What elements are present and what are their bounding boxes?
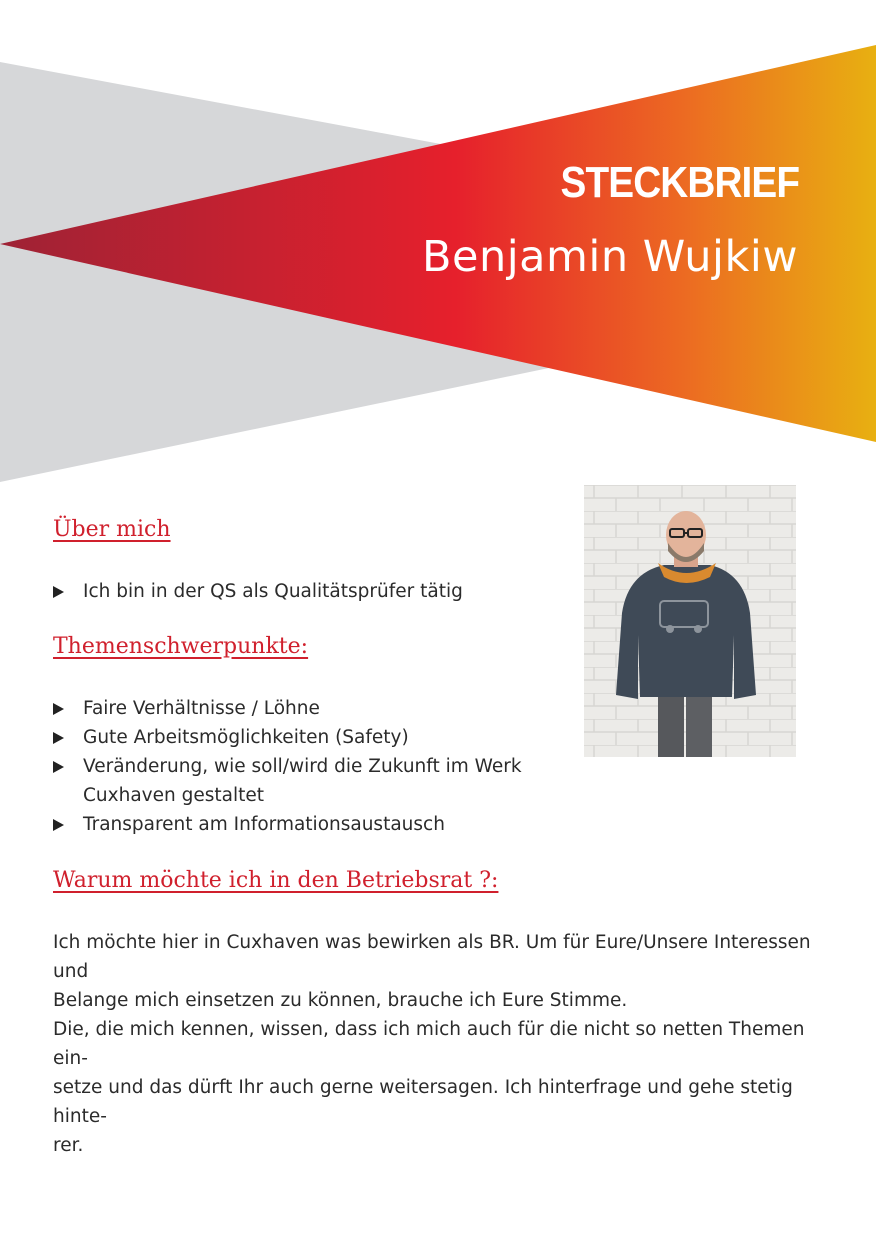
document-title: STECKBRIEF: [560, 158, 799, 207]
paragraph-line: Belange mich einsetzen zu können, brauche ich Eure Stimme.: [53, 990, 628, 1011]
bullet-icon: [53, 819, 64, 831]
why-heading: Warum möchte ich in den Betriebsrat ?:: [53, 868, 499, 893]
why-paragraph: [53, 928, 833, 1160]
paragraph-line: Die, die mich kennen, wissen, dass ich mich auch für die nicht so netten Themen ein-: [53, 1019, 805, 1069]
list-item: Veränderung, wie soll/wird die Zukunft im Werk Cuxhaven gestaltet: [53, 752, 533, 810]
list-item: Ich bin in der QS als Qualitätsprüfer tätig: [53, 577, 533, 606]
list-item: Transparent am Informationsaustausch: [53, 810, 533, 839]
paragraph-line: Ich möchte hier in Cuxhaven was bewirken als BR. Um für Eure/Unsere Interessen und: [53, 932, 811, 982]
topics-list: [53, 694, 533, 839]
about-heading: Über mich: [53, 517, 171, 542]
bullet-icon: [53, 703, 64, 715]
paragraph-line: rer.: [53, 1135, 84, 1156]
list-item: Gute Arbeitsmöglichkeiten (Safety): [53, 723, 533, 752]
portrait-photo: [584, 485, 796, 757]
bullet-icon: [53, 761, 64, 773]
topics-heading: Themenschwerpunkte:: [53, 634, 309, 659]
list-item: Faire Verhältnisse / Löhne: [53, 694, 533, 723]
bullet-icon: [53, 586, 64, 598]
about-list: [53, 577, 533, 606]
person-name: Benjamin Wujkiw: [422, 232, 798, 282]
paragraph-line: setze und das dürft Ihr auch gerne weitersagen. Ich hinterfrage und gehe stetig hinte-: [53, 1077, 793, 1127]
bullet-icon: [53, 732, 64, 744]
